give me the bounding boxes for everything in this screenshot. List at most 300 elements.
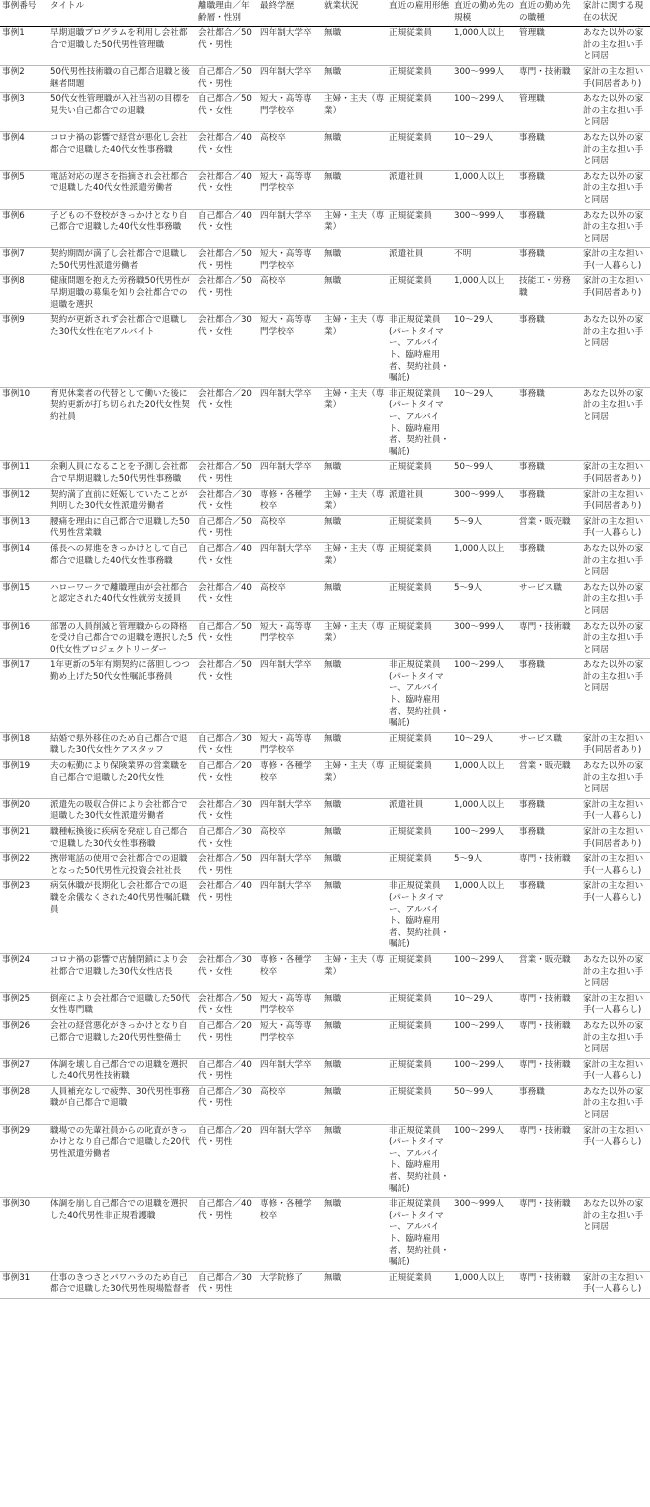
table-row	[0, 620, 650, 659]
employment-type-cell: 正規従業員	[387, 131, 452, 170]
reason-cell: 自己都合／50代・女性	[196, 620, 258, 659]
title-cell: 50代男性技術職の自己都合退職と後継者問題	[48, 65, 196, 92]
company-size-cell: 1,000人以上	[452, 1271, 517, 1298]
household-cell: あなた以外の家計の主な担い手と同居	[581, 387, 650, 461]
employment-status-cell: 主婦・主夫（専業）	[322, 314, 387, 388]
case-number-cell: 事例3	[0, 93, 48, 132]
title-cell: 職場での先輩社員からの叱責がきっかけとなり自己都合で退職した20代男性派遣労働者	[48, 1124, 196, 1198]
occupation-cell: 専門・技術職	[517, 65, 581, 92]
household-cell: あなた以外の家計の主な担い手と同居	[581, 131, 650, 170]
case-number-cell: 事例16	[0, 620, 48, 659]
table-row	[0, 732, 650, 759]
occupation-cell: 技能工・労務職	[517, 275, 581, 314]
occupation-cell: サービス職	[517, 732, 581, 759]
employment-status-cell: 無職	[322, 1124, 387, 1198]
occupation-cell: 専門・技術職	[517, 992, 581, 1019]
occupation-cell: 事務職	[517, 170, 581, 209]
title-cell: 契約満了直前に妊娠していたことが判明した30代女性派遣労働者	[48, 488, 196, 515]
col-header-household: 家計に関する現在の状況	[581, 0, 650, 27]
table-row	[0, 387, 650, 461]
case-number-cell: 事例22	[0, 853, 48, 880]
household-cell: 家計の主な担い手(同居者あり)	[581, 732, 650, 759]
education-cell: 四年制大学卒	[258, 542, 322, 581]
household-cell: あなた以外の家計の主な担い手と同居	[581, 1019, 650, 1058]
table-row	[0, 798, 650, 825]
reason-cell: 会社都合／30代・女性	[196, 798, 258, 825]
employment-status-cell: 無職	[322, 515, 387, 542]
employment-type-cell: 非正規従業員(パートタイマー、アルバイト、臨時雇用者、契約社員・嘱託)	[387, 659, 452, 733]
table-row	[0, 1198, 650, 1272]
case-number-cell: 事例25	[0, 992, 48, 1019]
employment-type-cell: 正規従業員	[387, 760, 452, 799]
reason-cell: 自己都合／20代・男性	[196, 1019, 258, 1058]
employment-type-cell: 正規従業員	[387, 1058, 452, 1085]
title-cell: 電話対応の遅さを指摘され会社都合で退職した40代女性派遣労働者	[48, 170, 196, 209]
title-cell: コロナ禍の影響で経営が悪化し会社都合で退職した40代女性事務職	[48, 131, 196, 170]
table-row	[0, 1124, 650, 1198]
reason-cell: 自己都合／40代・女性	[196, 542, 258, 581]
reason-cell: 自己都合／30代・女性	[196, 732, 258, 759]
case-number-cell: 事例5	[0, 170, 48, 209]
occupation-cell: 事務職	[517, 209, 581, 248]
company-size-cell: 50〜99人	[452, 1085, 517, 1124]
occupation-cell: 事務職	[517, 826, 581, 853]
col-header-company-size: 直近の勤め先の規模	[452, 0, 517, 27]
education-cell: 専修・各種学校卒	[258, 953, 322, 992]
employment-type-cell: 非正規従業員(パートタイマー、アルバイト、臨時雇用者、契約社員・嘱託)	[387, 314, 452, 388]
occupation-cell: 事務職	[517, 798, 581, 825]
education-cell: 高校卒	[258, 581, 322, 620]
reason-cell: 自己都合／40代・男性	[196, 1058, 258, 1085]
table-row	[0, 760, 650, 799]
education-cell: 専修・各種学校卒	[258, 488, 322, 515]
table-row	[0, 880, 650, 954]
table-row	[0, 314, 650, 388]
education-cell: 四年制大学卒	[258, 387, 322, 461]
household-cell: 家計の主な担い手(同居者あり)	[581, 275, 650, 314]
education-cell: 短大・高等専門学校卒	[258, 248, 322, 275]
occupation-cell: 事務職	[517, 314, 581, 388]
title-cell: 余剰人員になることを予測し会社都合で早期退職した50代男性事務職	[48, 461, 196, 488]
employment-type-cell: 正規従業員	[387, 461, 452, 488]
reason-cell: 会社都合／50代・女性	[196, 992, 258, 1019]
household-cell: 家計の主な担い手(同居者あり)	[581, 826, 650, 853]
company-size-cell: 1,000人以上	[452, 760, 517, 799]
employment-status-cell: 無職	[322, 1019, 387, 1058]
company-size-cell: 10〜29人	[452, 732, 517, 759]
household-cell: 家計の主な担い手(一人暮らし)	[581, 992, 650, 1019]
reason-cell: 自己都合／40代・男性	[196, 1198, 258, 1272]
household-cell: あなた以外の家計の主な担い手と同居	[581, 170, 650, 209]
title-cell: 部署の人員削減と管理職からの降格を受け自己都合での退職を選択した50代女性プロジェクトリーダー	[48, 620, 196, 659]
employment-status-cell: 無職	[322, 248, 387, 275]
household-cell: あなた以外の家計の主な担い手と同居	[581, 581, 650, 620]
title-cell: 病気休職が長期化し会社都合での退職を余儀なくされた40代男性嘱託職員	[48, 880, 196, 954]
reason-cell: 自己都合／50代・女性	[196, 93, 258, 132]
table-row	[0, 131, 650, 170]
employment-type-cell: 正規従業員	[387, 732, 452, 759]
company-size-cell: 100〜299人	[452, 1124, 517, 1198]
case-number-cell: 事例10	[0, 387, 48, 461]
case-number-cell: 事例12	[0, 488, 48, 515]
education-cell: 四年制大学卒	[258, 27, 322, 66]
employment-status-cell: 主婦・主夫（専業）	[322, 953, 387, 992]
case-number-cell: 事例8	[0, 275, 48, 314]
company-size-cell: 5〜9人	[452, 581, 517, 620]
table-row	[0, 170, 650, 209]
company-size-cell: 300〜999人	[452, 1198, 517, 1272]
employment-status-cell: 主婦・主夫（専業）	[322, 93, 387, 132]
education-cell: 四年制大学卒	[258, 798, 322, 825]
title-cell: 体調を壊し自己都合での退職を選択した40代男性技術職	[48, 1058, 196, 1085]
title-cell: 子どもの不登校がきっかけとなり自己都合で退職した40代女性事務職	[48, 209, 196, 248]
employment-type-cell: 正規従業員	[387, 93, 452, 132]
company-size-cell: 5〜9人	[452, 515, 517, 542]
education-cell: 短大・高等専門学校卒	[258, 170, 322, 209]
education-cell: 専修・各種学校卒	[258, 1198, 322, 1272]
occupation-cell: 事務職	[517, 131, 581, 170]
company-size-cell: 10〜29人	[452, 992, 517, 1019]
household-cell: あなた以外の家計の主な担い手と同居	[581, 27, 650, 66]
table-row	[0, 275, 650, 314]
employment-status-cell: 無職	[322, 27, 387, 66]
employment-type-cell: 派遣社員	[387, 248, 452, 275]
household-cell: 家計の主な担い手(一人暮らし)	[581, 880, 650, 954]
education-cell: 短大・高等専門学校卒	[258, 620, 322, 659]
table-row	[0, 65, 650, 92]
company-size-cell: 100〜299人	[452, 659, 517, 733]
employment-type-cell: 正規従業員	[387, 953, 452, 992]
employment-status-cell: 無職	[322, 1058, 387, 1085]
title-cell: ハローワークで離職理由が会社都合と認定された40代女性就労支援員	[48, 581, 196, 620]
company-size-cell: 100〜299人	[452, 1019, 517, 1058]
employment-status-cell: 無職	[322, 1271, 387, 1298]
education-cell: 大学院修了	[258, 1271, 322, 1298]
occupation-cell: 営業・販売職	[517, 953, 581, 992]
education-cell: 専修・各種学校卒	[258, 760, 322, 799]
case-number-cell: 事例2	[0, 65, 48, 92]
col-header-occupation: 直近の勤め先の職種	[517, 0, 581, 27]
company-size-cell: 不明	[452, 248, 517, 275]
company-size-cell: 100〜299人	[452, 1058, 517, 1085]
case-number-cell: 事例6	[0, 209, 48, 248]
title-cell: 係長への昇進をきっかけとして自己都合で退職した40代女性事務職	[48, 542, 196, 581]
employment-type-cell: 正規従業員	[387, 27, 452, 66]
reason-cell: 会社都合／50代・男性	[196, 461, 258, 488]
household-cell: あなた以外の家計の主な担い手と同居	[581, 760, 650, 799]
education-cell: 高校卒	[258, 131, 322, 170]
reason-cell: 会社都合／40代・女性	[196, 581, 258, 620]
occupation-cell: 事務職	[517, 387, 581, 461]
title-cell: 契約が更新されず会社都合で退職した30代女性在宅アルバイト	[48, 314, 196, 388]
employment-status-cell: 無職	[322, 853, 387, 880]
employment-type-cell: 正規従業員	[387, 1271, 452, 1298]
company-size-cell: 300〜999人	[452, 65, 517, 92]
reason-cell: 自己都合／30代・男性	[196, 1271, 258, 1298]
reason-cell: 自己都合／20代・男性	[196, 1124, 258, 1198]
reason-cell: 会社都合／40代・女性	[196, 170, 258, 209]
education-cell: 短大・高等専門学校卒	[258, 93, 322, 132]
reason-cell: 会社都合／40代・女性	[196, 131, 258, 170]
employment-status-cell: 主婦・主夫（専業）	[322, 488, 387, 515]
table-row	[0, 488, 650, 515]
reason-cell: 自己都合／30代・女性	[196, 826, 258, 853]
title-cell: 結婚で県外移住のため自己都合で退職した30代女性ケアスタッフ	[48, 732, 196, 759]
occupation-cell: 専門・技術職	[517, 853, 581, 880]
employment-type-cell: 非正規従業員(パートタイマー、アルバイト、臨時雇用者、契約社員・嘱託)	[387, 1124, 452, 1198]
education-cell: 短大・高等専門学校卒	[258, 1019, 322, 1058]
company-size-cell: 50〜99人	[452, 461, 517, 488]
company-size-cell: 300〜999人	[452, 209, 517, 248]
education-cell: 高校卒	[258, 826, 322, 853]
employment-type-cell: 正規従業員	[387, 826, 452, 853]
case-number-cell: 事例7	[0, 248, 48, 275]
title-cell: 早期退職プログラムを利用し会社都合で退職した50代男性管理職	[48, 27, 196, 66]
household-cell: 家計の主な担い手(一人暮らし)	[581, 248, 650, 275]
occupation-cell: 専門・技術職	[517, 620, 581, 659]
company-size-cell: 10〜29人	[452, 131, 517, 170]
case-number-cell: 事例1	[0, 27, 48, 66]
company-size-cell: 100〜299人	[452, 93, 517, 132]
company-size-cell: 1,000人以上	[452, 275, 517, 314]
table-row	[0, 853, 650, 880]
household-cell: 家計の主な担い手(一人暮らし)	[581, 1058, 650, 1085]
title-cell: 腰痛を理由に自己都合で退職した50代男性営業職	[48, 515, 196, 542]
company-size-cell: 1,000人以上	[452, 170, 517, 209]
employment-status-cell: 無職	[322, 275, 387, 314]
household-cell: あなた以外の家計の主な担い手と同居	[581, 659, 650, 733]
case-number-cell: 事例23	[0, 880, 48, 954]
table-row	[0, 461, 650, 488]
education-cell: 四年制大学卒	[258, 461, 322, 488]
reason-cell: 会社都合／50代・女性	[196, 659, 258, 733]
case-number-cell: 事例28	[0, 1085, 48, 1124]
occupation-cell: 事務職	[517, 461, 581, 488]
table-row	[0, 209, 650, 248]
title-cell: 会社の経営悪化がきっかけとなり自己都合で退職した20代男性整備士	[48, 1019, 196, 1058]
employment-status-cell: 無職	[322, 659, 387, 733]
education-cell: 四年制大学卒	[258, 659, 322, 733]
occupation-cell: 事務職	[517, 1085, 581, 1124]
title-cell: コロナ禍の影響で店舗閉鎖により会社都合で退職した30代女性店長	[48, 953, 196, 992]
education-cell: 短大・高等専門学校卒	[258, 314, 322, 388]
case-number-cell: 事例14	[0, 542, 48, 581]
case-number-cell: 事例30	[0, 1198, 48, 1272]
employment-status-cell: 無職	[322, 170, 387, 209]
title-cell: 1年更新の5年有期契約に落胆しつつ勤め上げた50代女性嘱託事務員	[48, 659, 196, 733]
case-number-cell: 事例31	[0, 1271, 48, 1298]
employment-type-cell: 正規従業員	[387, 581, 452, 620]
case-number-cell: 事例29	[0, 1124, 48, 1198]
table-row	[0, 659, 650, 733]
employment-status-cell: 主婦・主夫（専業）	[322, 760, 387, 799]
education-cell: 四年制大学卒	[258, 1124, 322, 1198]
occupation-cell: 専門・技術職	[517, 1124, 581, 1198]
reason-cell: 会社都合／40代・男性	[196, 880, 258, 954]
company-size-cell: 5〜9人	[452, 853, 517, 880]
table-row	[0, 1271, 650, 1298]
col-header-title: タイトル	[48, 0, 196, 27]
col-header-employment-type: 直近の雇用形態	[387, 0, 452, 27]
reason-cell: 会社都合／30代・女性	[196, 953, 258, 992]
title-cell: 派遣先の吸収合併により会社都合で退職した30代女性派遣労働者	[48, 798, 196, 825]
household-cell: 家計の主な担い手(一人暮らし)	[581, 1271, 650, 1298]
table-row	[0, 542, 650, 581]
household-cell: あなた以外の家計の主な担い手と同居	[581, 1085, 650, 1124]
occupation-cell: 事務職	[517, 488, 581, 515]
education-cell: 四年制大学卒	[258, 1058, 322, 1085]
employment-type-cell: 正規従業員	[387, 65, 452, 92]
table-row	[0, 826, 650, 853]
table-row	[0, 248, 650, 275]
employment-type-cell: 非正規従業員(パートタイマー、アルバイト、臨時雇用者、契約社員・嘱託)	[387, 880, 452, 954]
employment-status-cell: 主婦・主夫（専業）	[322, 620, 387, 659]
employment-type-cell: 正規従業員	[387, 1019, 452, 1058]
education-cell: 四年制大学卒	[258, 209, 322, 248]
table-row	[0, 1058, 650, 1085]
company-size-cell: 1,000人以上	[452, 542, 517, 581]
employment-status-cell: 無職	[322, 461, 387, 488]
col-header-employment-status: 就業状況	[322, 0, 387, 27]
title-cell: 人員補充なしで疲弊、30代男性事務職が自己都合で退職	[48, 1085, 196, 1124]
employment-type-cell: 正規従業員	[387, 209, 452, 248]
title-cell: 体調を崩し自己都合での退職を選択した40代男性非正規看護職	[48, 1198, 196, 1272]
reason-cell: 自己都合／20代・女性	[196, 760, 258, 799]
household-cell: あなた以外の家計の主な担い手と同居	[581, 953, 650, 992]
employment-status-cell: 無職	[322, 1198, 387, 1272]
reason-cell: 自己都合／30代・男性	[196, 1085, 258, 1124]
employment-status-cell: 無職	[322, 826, 387, 853]
education-cell: 短大・高等専門学校卒	[258, 992, 322, 1019]
table-body	[0, 27, 650, 1299]
title-cell: 仕事のきつさとパワハラのため自己都合で退職した30代男性現場監督者	[48, 1271, 196, 1298]
employment-type-cell: 非正規従業員(パートタイマー、アルバイト、臨時雇用者、契約社員・嘱託)	[387, 387, 452, 461]
employment-status-cell: 無職	[322, 131, 387, 170]
employment-status-cell: 主婦・主夫（専業）	[322, 387, 387, 461]
reason-cell: 会社都合／30代・女性	[196, 488, 258, 515]
employment-status-cell: 無職	[322, 65, 387, 92]
household-cell: 家計の主な担い手(一人暮らし)	[581, 515, 650, 542]
employment-status-cell: 無職	[322, 1085, 387, 1124]
education-cell: 高校卒	[258, 1085, 322, 1124]
occupation-cell: 事務職	[517, 659, 581, 733]
company-size-cell: 1,000人以上	[452, 880, 517, 954]
company-size-cell: 10〜29人	[452, 314, 517, 388]
household-cell: あなた以外の家計の主な担い手と同居	[581, 1198, 650, 1272]
col-header-case-number: 事例番号	[0, 0, 48, 27]
occupation-cell: 事務職	[517, 542, 581, 581]
employment-type-cell: 正規従業員	[387, 853, 452, 880]
education-cell: 四年制大学卒	[258, 880, 322, 954]
case-number-cell: 事例20	[0, 798, 48, 825]
employment-status-cell: 無職	[322, 732, 387, 759]
reason-cell: 会社都合／50代・男性	[196, 27, 258, 66]
case-number-cell: 事例26	[0, 1019, 48, 1058]
employment-status-cell: 主婦・主夫（専業）	[322, 542, 387, 581]
employment-type-cell: 正規従業員	[387, 515, 452, 542]
household-cell: 家計の主な担い手(同居者あり)	[581, 461, 650, 488]
household-cell: あなた以外の家計の主な担い手と同居	[581, 209, 650, 248]
company-size-cell: 300〜999人	[452, 620, 517, 659]
title-cell: 倒産により会社都合で退職した50代女性専門職	[48, 992, 196, 1019]
household-cell: 家計の主な担い手(一人暮らし)	[581, 798, 650, 825]
household-cell: 家計の主な担い手(一人暮らし)	[581, 1124, 650, 1198]
employment-status-cell: 主婦・主夫（専業）	[322, 209, 387, 248]
col-header-education: 最終学歴	[258, 0, 322, 27]
company-size-cell: 1,000人以上	[452, 798, 517, 825]
occupation-cell: 専門・技術職	[517, 1019, 581, 1058]
company-size-cell: 300〜999人	[452, 488, 517, 515]
employment-type-cell: 正規従業員	[387, 992, 452, 1019]
case-number-cell: 事例13	[0, 515, 48, 542]
household-cell: あなた以外の家計の主な担い手と同居	[581, 93, 650, 132]
col-header-reason: 離職理由／年齢層・性別	[196, 0, 258, 27]
occupation-cell: 営業・販売職	[517, 515, 581, 542]
table-row	[0, 581, 650, 620]
occupation-cell: 営業・販売職	[517, 760, 581, 799]
household-cell: あなた以外の家計の主な担い手と同居	[581, 314, 650, 388]
occupation-cell: 事務職	[517, 248, 581, 275]
occupation-cell: 専門・技術職	[517, 1058, 581, 1085]
table-row	[0, 953, 650, 992]
occupation-cell: 専門・技術職	[517, 1198, 581, 1272]
employment-type-cell: 正規従業員	[387, 1085, 452, 1124]
company-size-cell: 100〜299人	[452, 826, 517, 853]
table-row	[0, 515, 650, 542]
header-row	[0, 0, 650, 27]
title-cell: 夫の転勤により保険業界の営業職を自己都合で退職した20代女性	[48, 760, 196, 799]
table-row	[0, 27, 650, 66]
table-row	[0, 992, 650, 1019]
company-size-cell: 1,000人以上	[452, 27, 517, 66]
table-row	[0, 1019, 650, 1058]
occupation-cell: サービス職	[517, 581, 581, 620]
reason-cell: 自己都合／50代・男性	[196, 65, 258, 92]
title-cell: 携帯電話の使用で会社都合での退職となった50代男性元投資会社社長	[48, 853, 196, 880]
case-number-cell: 事例27	[0, 1058, 48, 1085]
occupation-cell: 事務職	[517, 880, 581, 954]
education-cell: 短大・高等専門学校卒	[258, 732, 322, 759]
employment-type-cell: 派遣社員	[387, 798, 452, 825]
employment-type-cell: 派遣社員	[387, 170, 452, 209]
title-cell: 職種転換後に疾病を発症し自己都合で退職した30代女性事務職	[48, 826, 196, 853]
case-number-cell: 事例19	[0, 760, 48, 799]
employment-type-cell: 正規従業員	[387, 620, 452, 659]
reason-cell: 会社都合／20代・女性	[196, 387, 258, 461]
case-number-cell: 事例15	[0, 581, 48, 620]
reason-cell: 会社都合／50代・男性	[196, 275, 258, 314]
reason-cell: 会社都合／30代・女性	[196, 314, 258, 388]
case-number-cell: 事例21	[0, 826, 48, 853]
occupation-cell: 専門・技術職	[517, 1271, 581, 1298]
company-size-cell: 100〜299人	[452, 953, 517, 992]
company-size-cell: 10〜29人	[452, 387, 517, 461]
title-cell: 50代女性管理職が入社当初の目標を見失い自己都合での退職	[48, 93, 196, 132]
employment-type-cell: 派遣社員	[387, 488, 452, 515]
reason-cell: 会社都合／50代・男性	[196, 248, 258, 275]
education-cell: 高校卒	[258, 275, 322, 314]
title-cell: 育児休業者の代替として働いた後に契約更新が打ち切られた20代女性契約社員	[48, 387, 196, 461]
case-number-cell: 事例9	[0, 314, 48, 388]
occupation-cell: 管理職	[517, 27, 581, 66]
employment-type-cell: 非正規従業員(パートタイマー、アルバイト、臨時雇用者、契約社員・嘱託)	[387, 1198, 452, 1272]
case-number-cell: 事例11	[0, 461, 48, 488]
case-number-cell: 事例18	[0, 732, 48, 759]
case-number-cell: 事例17	[0, 659, 48, 733]
education-cell: 四年制大学卒	[258, 853, 322, 880]
employment-status-cell: 無職	[322, 581, 387, 620]
employment-type-cell: 正規従業員	[387, 542, 452, 581]
